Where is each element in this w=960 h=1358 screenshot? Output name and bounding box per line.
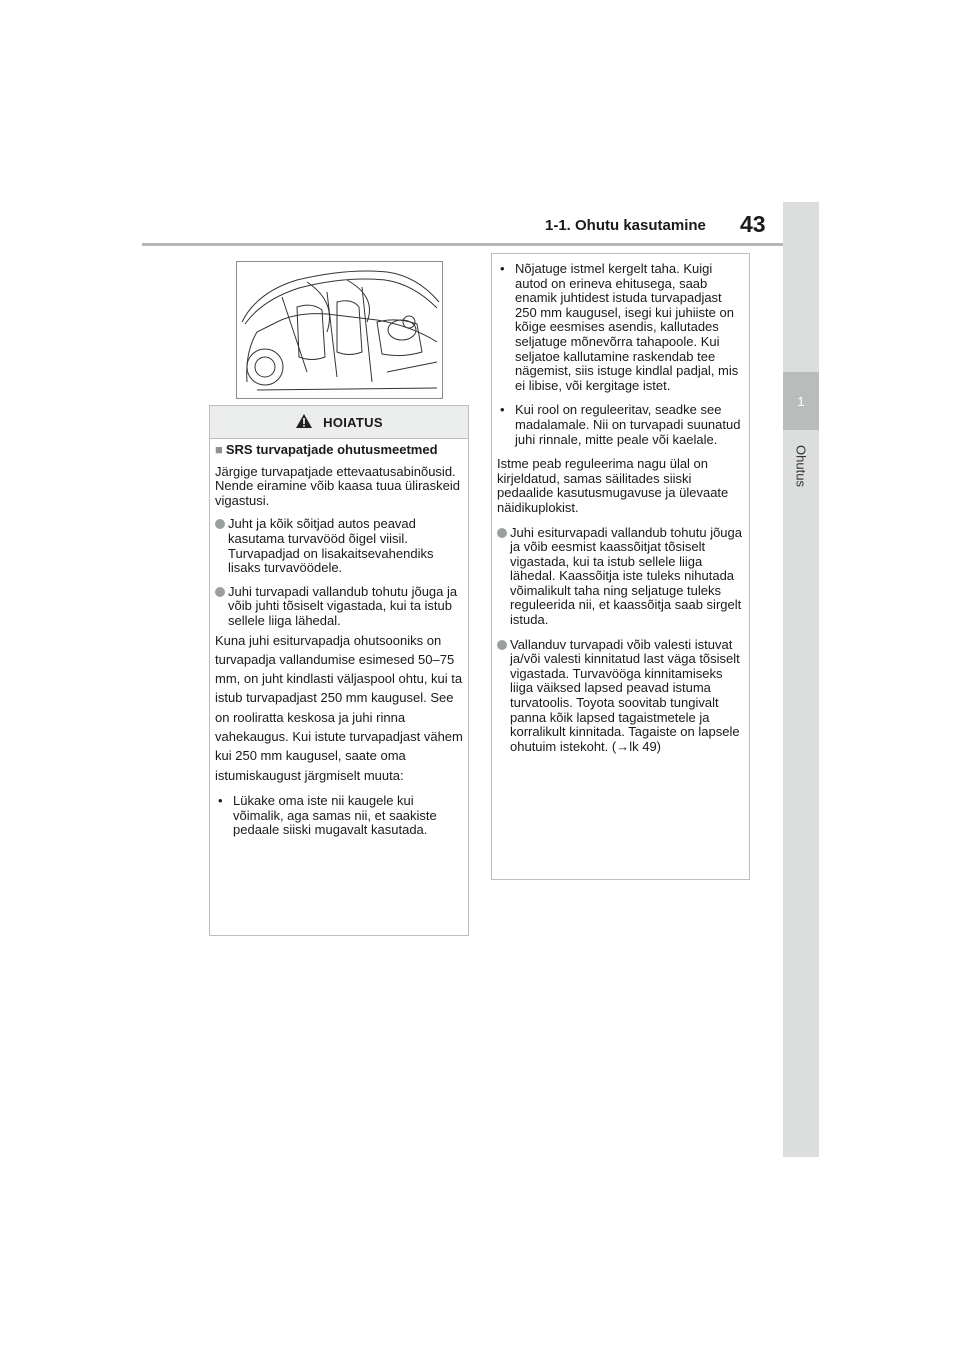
list-item xyxy=(215,585,464,629)
warning-title: HOIATUS xyxy=(323,414,383,430)
circle-bullet-icon xyxy=(215,587,225,597)
chapter-title: Ohutus xyxy=(793,445,809,487)
list-item xyxy=(215,794,464,838)
warning-subheading xyxy=(215,443,464,458)
list-item-text: Juhi turvapadi vallandub tohutu jõuga ja võib juhti tõsiselt vigastada, kui ta istub sellele liiga lähedal. xyxy=(228,583,458,628)
bullet-icon: • xyxy=(500,402,505,418)
chapter-number: 1 xyxy=(783,372,819,430)
circle-bullet-icon xyxy=(215,519,225,529)
chapter-side-tab xyxy=(783,202,819,1157)
list-item xyxy=(215,517,464,575)
page-number: 43 xyxy=(740,211,766,237)
circle-bullet-icon xyxy=(497,528,507,538)
warning-intro: Järgige turvapatjade ettevaatusabinõusid. xyxy=(215,463,456,479)
list-item xyxy=(497,638,745,755)
list-item-text: Kui rool on reguleeritav, seadke see madalamale. Nii on turvapadi suunatud juhi rinnale, mitte peale või kaelale. xyxy=(515,402,741,447)
list-item-text: Nõjatuge istmel kergelt taha. Kuigi autod on erineva ehitusega, saab enamik juhtidest istuda turvapadjast 250 mm kaugusel, isegi kui juhiiste on kõige eesmises asendis, kallutades seljatuge mõnevõrra tahapoole. Kui seljatoe kallutamine raskendab tee nägemist, siis istuge kindlal padjal, mis ei libise, või kergitage istet. xyxy=(515,261,739,393)
right-paragraph: Istme peab reguleerima nagu ülal on kirjeldatud, samas säilitades siiski pedaalide kasutusmugavuse ja ülevaate näidikuplokist. xyxy=(497,456,729,515)
list-item xyxy=(497,262,745,393)
warning-intro-2: Nende eiramine võib kaasa tuua üliraskeid vigastusi. xyxy=(215,478,460,508)
car-interior-illustration xyxy=(236,261,443,399)
warning-triangle-icon xyxy=(295,413,313,432)
warning-box xyxy=(209,405,469,936)
warning-subheading-text: SRS turvapatjade ohutusmeetmed xyxy=(225,442,438,457)
bullet-icon: • xyxy=(500,261,505,276)
list-item xyxy=(497,526,745,628)
list-item-text: Lükake oma iste nii kaugele kui võimalik, aga samas nii, et saakiste pedaale siiski mugavalt kasutada. xyxy=(233,792,437,838)
section-title: 1-1. Ohutu kasutamine xyxy=(545,217,706,234)
header-rule xyxy=(142,243,783,246)
list-item-text: Juht ja kõik sõitjad autos peavad kasutama turvavööd õigel viisil. Turvapadjad on lisakaitsevahendiks lisaks turvavöödele. xyxy=(228,516,434,576)
circle-bullet-icon xyxy=(497,640,507,650)
bullet-icon: • xyxy=(218,792,223,808)
warning-header xyxy=(210,406,468,439)
list-item xyxy=(497,403,745,447)
warning-paragraph: Kuna juhi esiturvapadja ohutsooniks on turvapadja vallandumise esimesed 50–75 mm, on juht kindlasti väljaspool ohtu, kui ta istub turvapadjast 250 mm kaugusel. See on rooliratta keskosa ja juhi rinna vahekaugus. Kui istute turvapadjast vähem kui 250 mm kaugusel, saate oma istumiskaugust järgmiselt muuta: xyxy=(215,632,463,783)
list-item-text: Juhi esiturvapadi vallandub tohutu jõuga ja võib eesmist kaassõitjat tõsiselt vigastada, kui ta istub sellele liiga lähedal. Kaassõitja iste tuleks nihutada võimalikult taha ning seljatuge tuleks reguleerida nii, et kaassõitja saab sirgelt istuda. xyxy=(510,524,743,628)
list-item-text: Vallanduv turvapadi võib valesti istuvat ja/või valesti kinnitatud last väga tõsiselt vigastada. Turvavööga kinnitamiseks liiga väiksed lapsed peavad istuma turvatoolis. Toyota soovitab tungivalt panna kõik lapsed tagaistmetele ja korralikult kinnitada. Tagaiste on lapsele ohutuim istekoht. (→lk 49) xyxy=(510,636,740,754)
warning-box-continued xyxy=(491,253,750,880)
square-marker-icon: ■ xyxy=(215,442,223,457)
